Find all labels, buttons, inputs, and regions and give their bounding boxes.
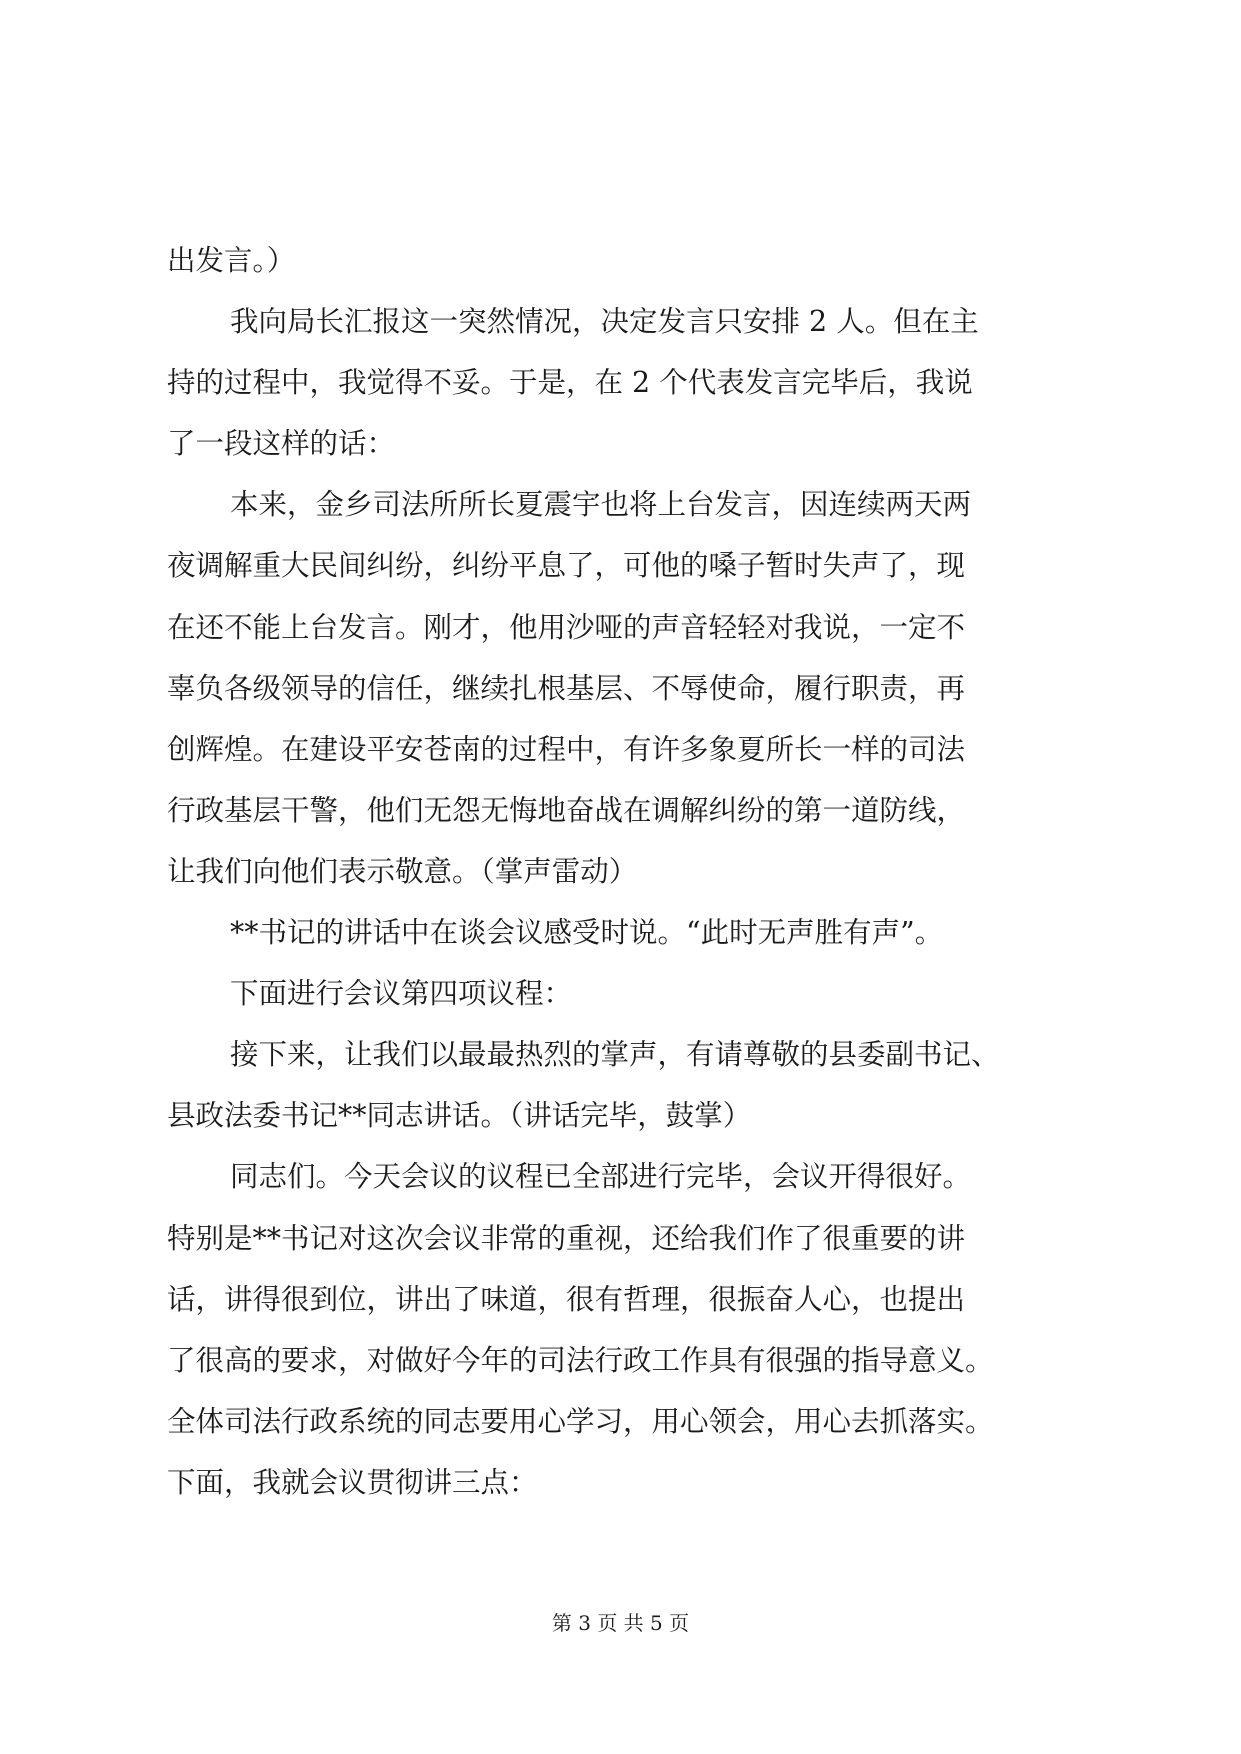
text-line: 本来，金乡司法所所长夏震宇也将上台发言，因连续两天两: [230, 488, 972, 522]
text-line: 接下来，让我们以最最热烈的掌声，有请尊敬的县委副书记、: [230, 1038, 1000, 1072]
text-line: 下面进行会议第四项议程：: [230, 977, 573, 1011]
text-line: 夜调解重大民间纠纷，纠纷平息了，可他的嗓子暂时失声了，现: [167, 549, 966, 583]
text-line: 在还不能上台发言。刚才，他用沙哑的声音轻轻对我说，一定不: [167, 610, 966, 644]
text-line: 行政基层干警，他们无怨无悔地奋战在调解纠纷的第一道防线，: [167, 793, 966, 827]
text-line: 了一段这样的话：: [167, 427, 396, 461]
text-line: 下面，我就会议贯彻讲三点：: [167, 1465, 538, 1499]
body-text: [167, 230, 1079, 1513]
text-line: 同志们。今天会议的议程已全部进行完毕，会议开得很好。: [230, 1160, 972, 1194]
text-line: 创辉煌。在建设平安苍南的过程中，有许多象夏所长一样的司法: [167, 732, 966, 766]
text-line: **书记的讲话中在谈会议感受时说。“此时无声胜有声”。: [230, 916, 944, 950]
text-line: 让我们向他们表示敬意。（掌声雷动）: [167, 854, 638, 888]
text-line: 辜负各级领导的信任，继续扎根基层、不辱使命，履行职责，再: [167, 671, 966, 705]
text-line: 持的过程中，我觉得不妥。于是，在 2 个代表发言完毕后，我说: [167, 366, 973, 400]
text-line: 县政法委书记**同志讲话。（讲话完毕，鼓掌）: [167, 1099, 752, 1133]
text-line: 特别是**书记对这次会议非常的重视，还给我们作了很重要的讲: [167, 1221, 966, 1255]
text-line: 我向局长汇报这一突然情况，决定发言只安排 2 人。但在主: [230, 305, 979, 339]
text-line: 话，讲得很到位，讲出了味道，很有哲理，很振奋人心，也提出: [167, 1282, 966, 1316]
page-number-footer: 第 3 页 共 5 页: [551, 1611, 690, 1635]
text-line: 出发言。）: [167, 244, 296, 277]
text-line: 了很高的要求，对做好今年的司法行政工作具有很强的指导意义。: [167, 1343, 994, 1377]
text-line: 全体司法行政系统的同志要用心学习，用心领会，用心去抓落实。: [167, 1404, 994, 1438]
